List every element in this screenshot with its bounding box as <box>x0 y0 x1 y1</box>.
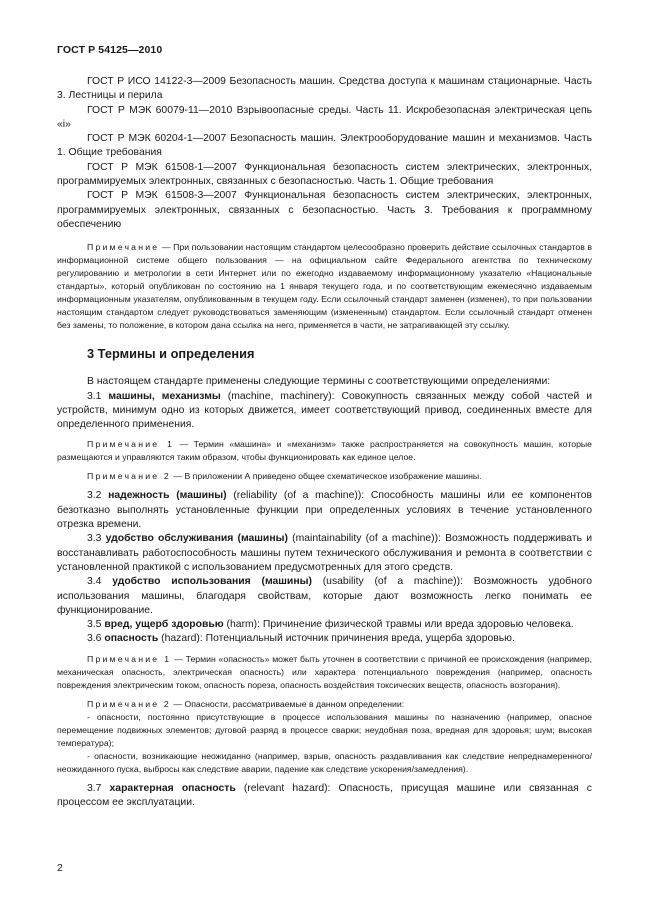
term-3-6-note-2-item: - опасности, постоянно присутствующие в процессе использования машины по назначению (например, опасное перемещение подвижных элементов; дуговой разряд в процессе сварки; неудобная поза, вредная для здоровья; шум; высокая температура); <box>57 711 592 748</box>
reference-item: ГОСТ Р МЭК 60204-1—2007 Безопасность машин. Электрооборудование машин и механизмов. Часть 1. Общие требования <box>57 133 592 159</box>
note-text: — При пользовании настоящим стандартом целесообразно проверить действие ссылочных стандартов в информационной системе общего пользования — на официальном сайте Федерального агентства по техническому регулированию и метрологии в сети Интернет или по ежегодно издаваемому информационному указателю «Национальные стандарты», который опубликован по состоянию на 1 января текущего года, и по соответствующим ежемесячно издаваемым информационным указателям, опубликованным в текущем году. Если ссылочный стандарт заменен (изменен), то при пользовании настоящим стандартом следует руководствоваться заменяющим (измененным) стандартом. Если ссылочный стандарт отменен без замены, то положение, в котором дана ссылка на него, применяется в части, не затрагивающей эту ссылку. <box>57 242 592 331</box>
term-3-6-note-2: Примечание 2 — Опасности, рассматриваемые в данном определении: <box>87 698 405 709</box>
references-note <box>57 241 592 332</box>
section-intro: В настоящем стандарте применены следующие термины с соответствующими определениями: <box>87 376 551 388</box>
term-name: надежность (машины) <box>108 490 227 502</box>
term-3-1-note-2: Примечание 2 — В приложении А приведено общее схематическое изображение машины. <box>87 471 482 482</box>
term-name: удобство использования (машины) <box>112 576 312 588</box>
term-name: вред, ущерб здоровью <box>104 619 224 631</box>
section-heading: 3 Термины и определения <box>87 346 255 362</box>
term-3-4: 3.4 удобство использования (машины) (usability (of a machine)): Возможность удобного использования машины, благодаря свойствам, которые дают возможность легко понимать ее функционирование. <box>57 576 592 616</box>
term-3-6-note-2-item: - опасности, возникающие неожиданно (например, взрыв, опасность раздавливания как следствие непреднамеренного/неожиданного пуска, выбросы как следствие аварии, падение как следствие ускорения/замедления). <box>57 750 592 774</box>
term-3-6: 3.6 опасность (hazard): Потенциальный источник причинения вреда, ущерба здоровью. <box>87 633 515 645</box>
term-3-1: 3.1 машины, механизмы (machine, machinery): Совокупность связанных между собой частей и устройств, минимум одно из которых движется, имеет соответствующий привод, соединенных вместе для определенного применения. <box>57 390 593 431</box>
note-label: Примечание <box>87 242 160 253</box>
term-3-2: 3.2 надежность (машины) (reliability (of a machine)): Способность машины или ее компонентов безотказно выполнять установленные функции при определенных условиях в течение установленного отрезка времени. <box>57 490 593 531</box>
term-3-6-note-1: Примечание 1 — Термин «опасность» может быть уточнен в соответствии с причиной ее происхождения (например, механическая опасность, электрическая опасность) или характера потенциального повреждения (например, опасность повреждения электрическим током, опасность пореза, опасность воздействия токсических веществ, опасность возгорания). <box>57 653 592 690</box>
term-3-3: 3.3 удобство обслуживания (машины) (maintainability (of a machine)): Возможность поддерживать и восстанавливать работоспособность машины путем технического обслуживания и ремонта в соответствии с установленной практикой с использованием предусмотренных для этого средств. <box>57 533 593 573</box>
term-3-7: 3.7 характерная опасность (relevant hazard): Опасность, присущая машине или связанная с процессом ее эксплуатации. <box>57 782 592 809</box>
term-name: характерная опасность <box>109 782 236 794</box>
term-3-5: 3.5 вред, ущерб здоровью (harm): Причинение физической травмы или вреда здоровью человека. <box>87 619 574 631</box>
page-content <box>57 75 592 810</box>
reference-item: ГОСТ Р МЭК 60079-11—2010 Взрывоопасные среды. Часть 11. Искробезопасная электрическая цепь «i» <box>57 104 592 130</box>
reference-item: ГОСТ Р МЭК 61508-3—2007 Функциональная безопасность систем электрических, электронных, программируемых электронных, связанных с безопасностью. Часть 3. Требования к программному обеспечению <box>57 190 592 230</box>
page-number: 2 <box>57 862 63 874</box>
reference-item: ГОСТ Р ИСО 14122-3—2009 Безопасность машин. Средства доступа к машинам стационарные. Часть 3. Лестницы и перила <box>57 76 592 102</box>
term-3-1-note-1: Примечание 1 — Термин «машина» и «механизм» также распространяется на совокупность машин, которые размещаются и управляются таким образом, чтобы функционировать как единое целое. <box>57 439 592 463</box>
term-name: машины, механизмы <box>108 390 221 402</box>
reference-item: ГОСТ Р МЭК 61508-1—2007 Функциональная безопасность систем электрических, электронных, программируемых электронных, связанных с безопасностью. Часть 1. Общие требования <box>57 161 592 188</box>
term-name: удобство обслуживания (машины) <box>105 533 288 545</box>
term-name: опасность <box>104 633 159 645</box>
document-header: ГОСТ Р 54125—2010 <box>57 44 163 56</box>
